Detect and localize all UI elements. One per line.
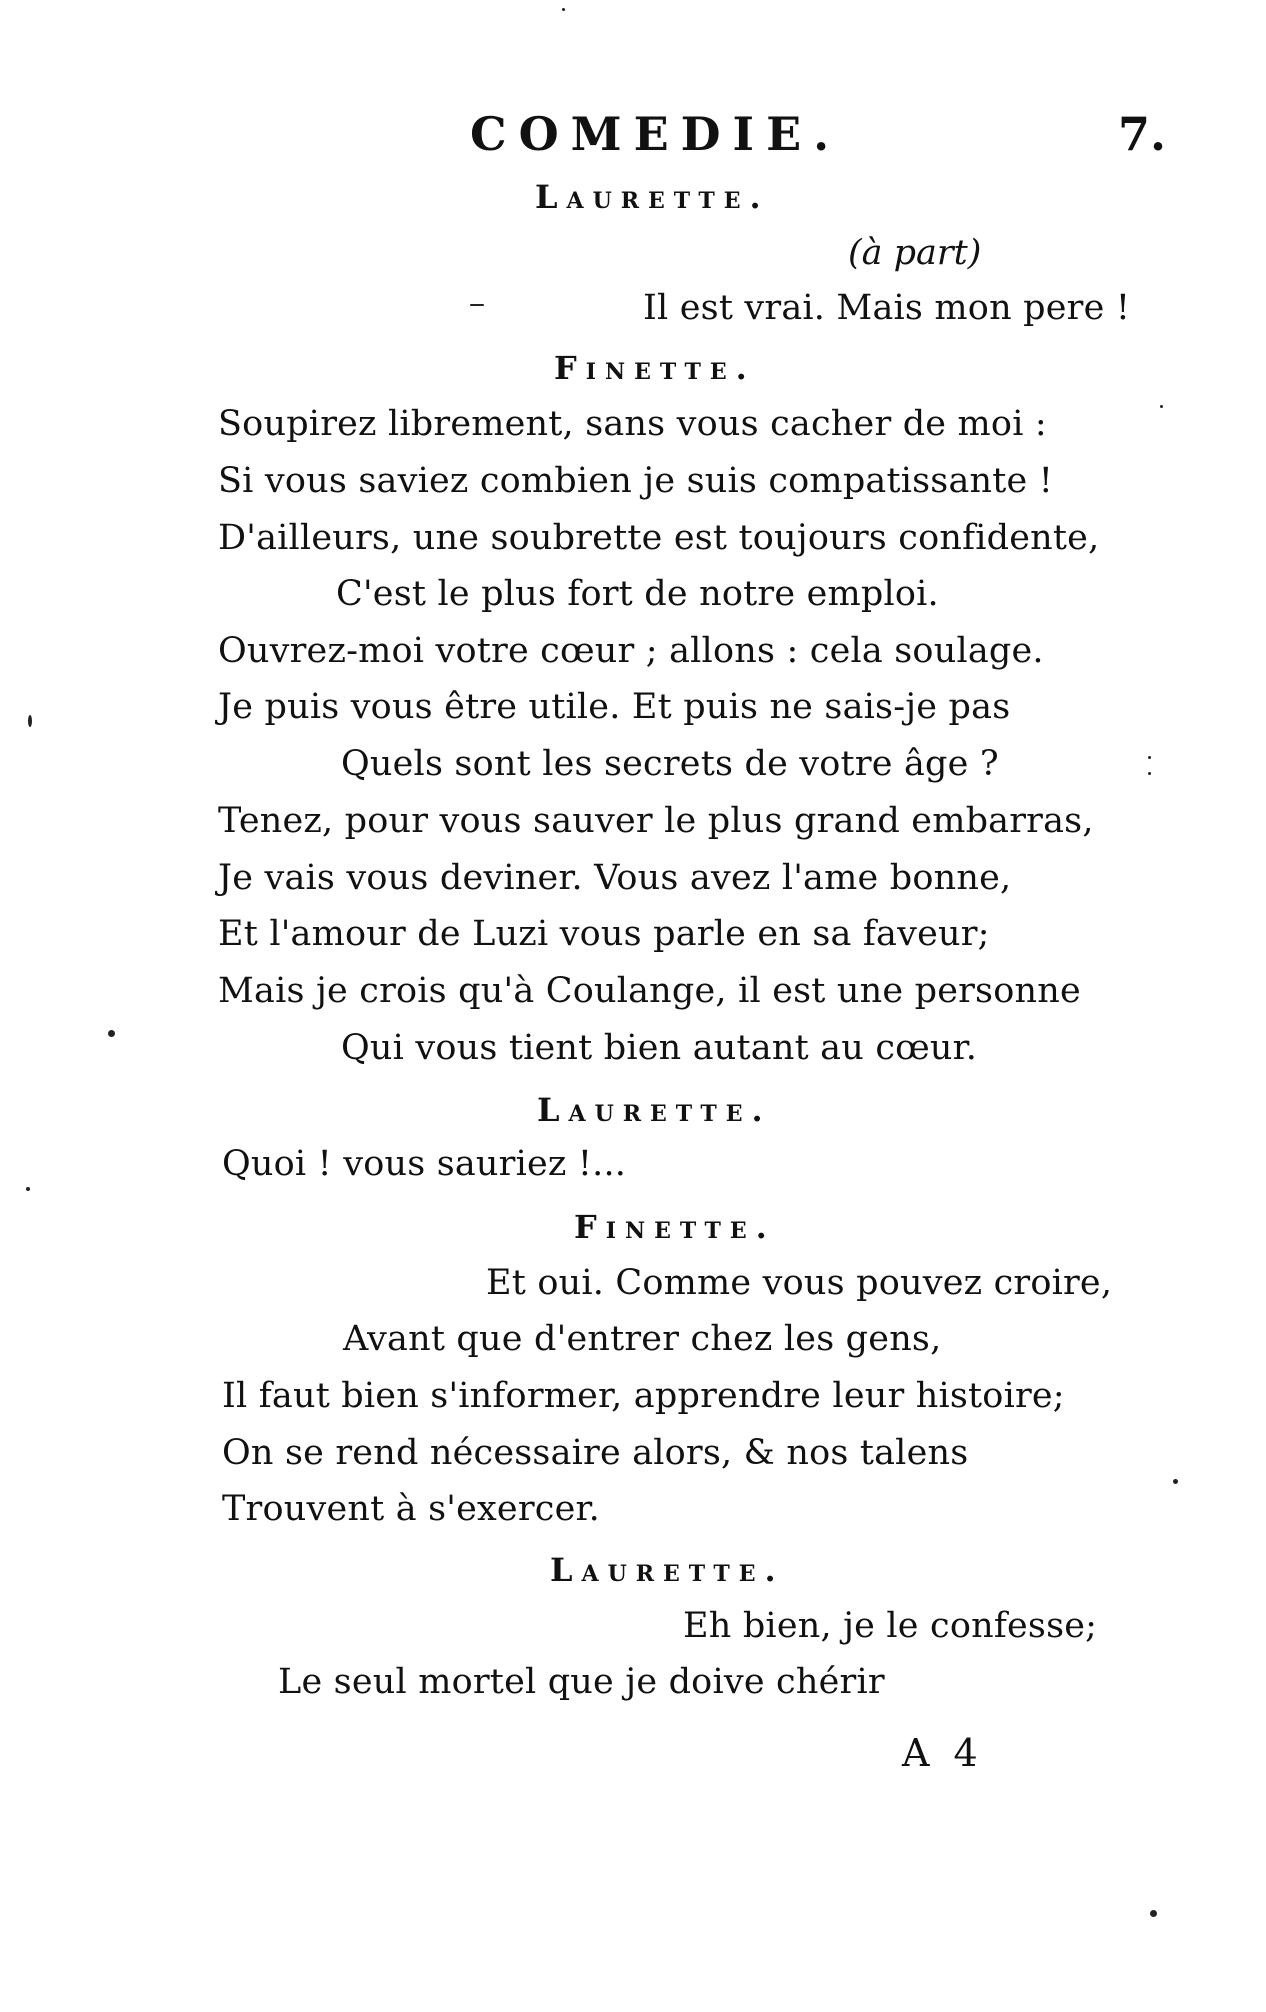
scan-speck <box>1160 405 1163 408</box>
verse-line: Et l'amour de Luzi vous parle en sa faveur; <box>218 914 990 954</box>
verse-line: Si vous saviez combien je suis compatissante ! <box>218 461 1054 501</box>
verse-line: Eh bien, je le confesse; <box>683 1606 1098 1646</box>
scan-speck <box>26 1187 30 1191</box>
verse-line: On se rend nécessaire alors, & nos talens <box>222 1433 969 1473</box>
verse-line: Et oui. Comme vous pouvez croire, <box>486 1263 1113 1303</box>
verse-line: Ouvrez-moi votre cœur ; allons : cela soulage. <box>218 631 1044 671</box>
verse-line: Quoi ! vous sauriez !... <box>222 1144 627 1184</box>
running-title: COMEDIE. <box>470 107 842 161</box>
verse-line: Soupirez librement, sans vous cacher de moi : <box>218 404 1047 444</box>
page-number: 7. <box>1118 107 1167 161</box>
speaker-name: Laurette. <box>550 1551 785 1589</box>
verse-line: D'ailleurs, une soubrette est toujours confidente, <box>218 518 1100 558</box>
speaker-name: Laurette. <box>537 1091 772 1129</box>
verse-line: Quels sont les secrets de votre âge ? <box>341 744 999 784</box>
stage-direction: (à part) <box>848 233 982 273</box>
verse-line: Il faut bien s'informer, apprendre leur histoire; <box>222 1376 1065 1416</box>
scan-speck <box>108 1030 115 1037</box>
scan-speck <box>470 304 484 306</box>
verse-line: C'est le plus fort de notre emploi. <box>336 574 939 614</box>
verse-line: Le seul mortel que je doive chérir <box>278 1662 885 1702</box>
verse-line: Mais je crois qu'à Coulange, il est une personne <box>218 971 1081 1011</box>
scan-speck <box>1148 772 1151 775</box>
verse-line: Avant que d'entrer chez les gens, <box>343 1319 942 1359</box>
verse-line: Trouvent à s'exercer. <box>222 1489 600 1529</box>
verse-line: Tenez, pour vous sauver le plus grand embarras, <box>218 801 1094 841</box>
speaker-name: Finette. <box>574 1208 776 1246</box>
verse-line: Qui vous tient bien autant au cœur. <box>341 1028 978 1068</box>
scan-speck <box>1173 1479 1178 1484</box>
verse-line: Je vais vous deviner. Vous avez l'ame bonne, <box>218 858 1012 898</box>
scan-speck <box>1150 1910 1157 1917</box>
verse-line: Il est vrai. Mais mon pere ! <box>643 288 1131 328</box>
speaker-name: Finette. <box>554 349 756 387</box>
scan-speck <box>1148 756 1151 759</box>
verse-line: Je puis vous être utile. Et puis ne sais-je pas <box>218 687 1011 727</box>
signature-mark: A 4 <box>902 1731 984 1775</box>
speaker-name: Laurette. <box>535 178 770 216</box>
scan-speck <box>562 8 565 11</box>
scan-speck <box>28 715 32 727</box>
